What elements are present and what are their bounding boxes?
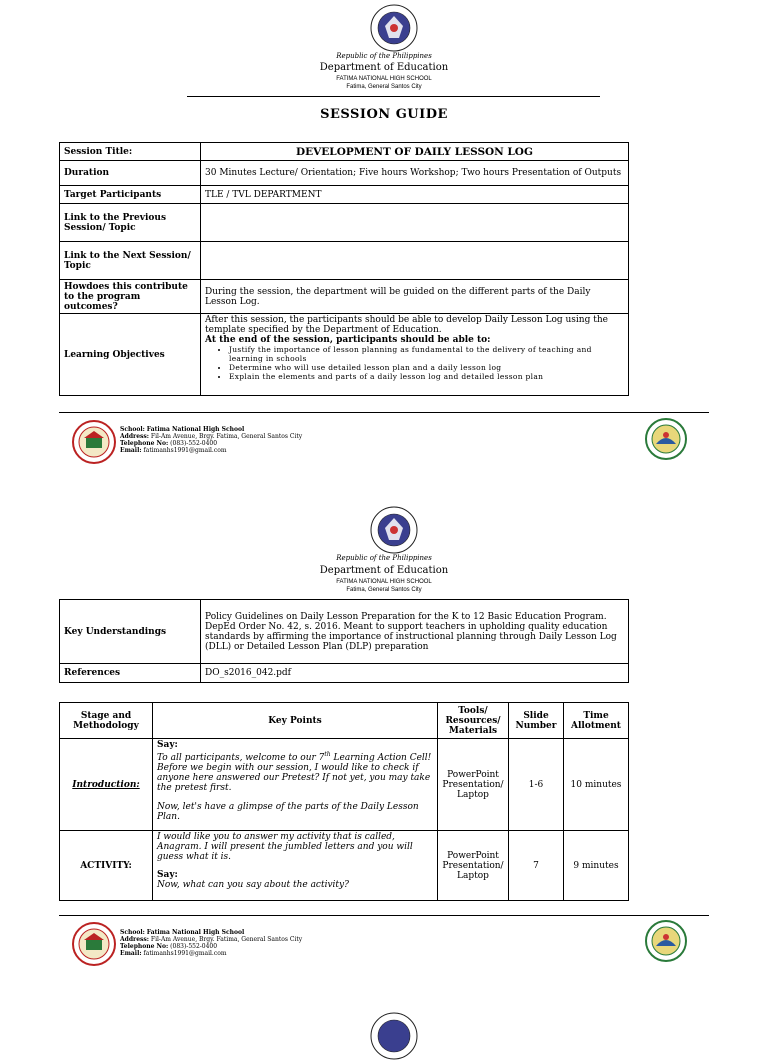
school-city: Fatima, General Santos City [346, 587, 422, 593]
key-understandings-value: Policy Guidelines on Daily Lesson Preparation for the K to 12 Basic Education Program. DepEd Order No. 42, s. 2016. Meant to support teachers in upholding quality education standards by affirming the importance of instructional planning through Daily Lesson Log (DLL) or Detailed Lesson Plan (DLP) preparation [201, 600, 629, 664]
republic-text: Republic of the Philippines [336, 52, 432, 60]
school-name: FATIMA NATIONAL HIGH SCHOOL [336, 76, 432, 82]
objectives-cell [201, 314, 629, 396]
footer-email: fatimanhs1991@gmail.com [143, 950, 227, 957]
key-understandings-table [59, 599, 629, 683]
objective-item: • Justify the importance of lesson planning as fundamental to the delivery of teaching and learning in schools [229, 345, 624, 363]
footer-email: fatimanhs1991@gmail.com [143, 447, 227, 454]
time-activity: 9 minutes [564, 831, 629, 901]
col-stage-header: Stage and Methodology [60, 703, 153, 739]
footer-rule [59, 412, 709, 413]
deped-seal-icon [370, 4, 418, 52]
objectives-list [205, 345, 624, 381]
slide-introduction: 1-6 [509, 739, 564, 831]
references-label: References [60, 664, 201, 683]
department-text: Department of Education [319, 565, 449, 576]
next-session-value [201, 242, 629, 280]
tools-activity: PowerPoint Presentation/ Laptop [438, 831, 509, 901]
session-title-label: Session Title: [60, 143, 201, 161]
objective-item: • Determine who will use detailed lesson plan and a daily lesson log [229, 363, 624, 372]
keypoints-activity: I would like you to answer my activity that is called, Anagram. I will present the jumbled letters and you will guess what it is. Say: Now, what can you say about the activity? [153, 831, 438, 901]
republic-text: Republic of the Philippines [336, 554, 432, 562]
deped-seal-icon [370, 1012, 418, 1060]
school-logo-icon [72, 922, 116, 966]
deped-division-seal-icon [645, 920, 687, 962]
footer-school: Fatima National High School [146, 929, 245, 936]
footer-info: School: Fatima National High School Address: Fil-Am Avenue, Brgy. Fatima, General Santos City Telephone No: (083)-552-0400 Email: fatimanhs1991@gmail.com [120, 426, 303, 454]
key-understandings-label: Key Understandings [60, 600, 201, 664]
contribute-label: Howdoes this contribute to the program outcomes? [60, 280, 201, 314]
target-value: TLE / TVL DEPARTMENT [201, 186, 629, 204]
contribute-value: During the session, the department will be guided on the different parts of the Daily Lesson Log. [201, 280, 629, 314]
footer-phone: (083)-552-0400 [170, 440, 218, 447]
deped-division-seal-icon [645, 418, 687, 460]
doc-title: SESSION GUIDE [320, 107, 448, 122]
department-text: Department of Education [319, 62, 449, 73]
school-city: Fatima, General Santos City [346, 84, 422, 90]
keypoints-introduction: Say: To all participants, welcome to our 7th Learning Action Cell! Before we begin with our session, I would like to check if anyone here answered our Pretest? If not yet, you may take the pretest first. Now, let's have a glimpse of the parts of the Daily Lesson Plan. [153, 739, 438, 831]
footer-phone: (083)-552-0400 [170, 943, 218, 950]
objectives-bold: At the end of the session, participants should be able to: [205, 335, 491, 345]
stage-table [59, 702, 629, 901]
col-slide-header: Slide Number [509, 703, 564, 739]
duration-value: 30 Minutes Lecture/ Orientation; Five hours Workshop; Two hours Presentation of Outputs [201, 161, 629, 186]
duration-label: Duration [60, 161, 201, 186]
tools-introduction: PowerPoint Presentation/ Laptop [438, 739, 509, 831]
stage-introduction: Introduction: [60, 739, 153, 831]
session-title-value: DEVELOPMENT OF DAILY LESSON LOG [201, 143, 629, 161]
target-label: Target Participants [60, 186, 201, 204]
prev-session-label: Link to the Previous Session/ Topic [60, 204, 201, 242]
footer-info: School: Fatima National High School Address: Fil-Am Avenue, Brgy. Fatima, General Santos City Telephone No: (083)-552-0400 Email: fatimanhs1991@gmail.com [120, 929, 303, 957]
objectives-label: Learning Objectives [60, 314, 201, 396]
school-logo-icon [72, 420, 116, 464]
footer-school: Fatima National High School [146, 426, 245, 433]
col-keypoints-header: Key Points [153, 703, 438, 739]
col-time-header: Time Allotment [564, 703, 629, 739]
stage-activity: ACTIVITY: [60, 831, 153, 901]
objectives-intro: After this session, the participants should be able to develop Daily Lesson Log using the template specified by the Department of Education. [205, 315, 608, 335]
prev-session-value [201, 204, 629, 242]
slide-activity: 7 [509, 831, 564, 901]
col-tools-header: Tools/ Resources/ Materials [438, 703, 509, 739]
deped-seal-icon [370, 506, 418, 554]
references-value: DO_s2016_042.pdf [201, 664, 629, 683]
footer-address: Fil-Am Avenue, Brgy. Fatima, General Santos City [150, 433, 303, 440]
objective-item: • Explain the elements and parts of a daily lesson log and detailed lesson plan [229, 372, 624, 381]
time-introduction: 10 minutes [564, 739, 629, 831]
footer-address: Fil-Am Avenue, Brgy. Fatima, General Santos City [150, 936, 303, 943]
next-session-label: Link to the Next Session/ Topic [60, 242, 201, 280]
session-table [59, 142, 629, 396]
footer-rule [59, 915, 709, 916]
school-name: FATIMA NATIONAL HIGH SCHOOL [336, 579, 432, 585]
header-rule [187, 96, 600, 97]
